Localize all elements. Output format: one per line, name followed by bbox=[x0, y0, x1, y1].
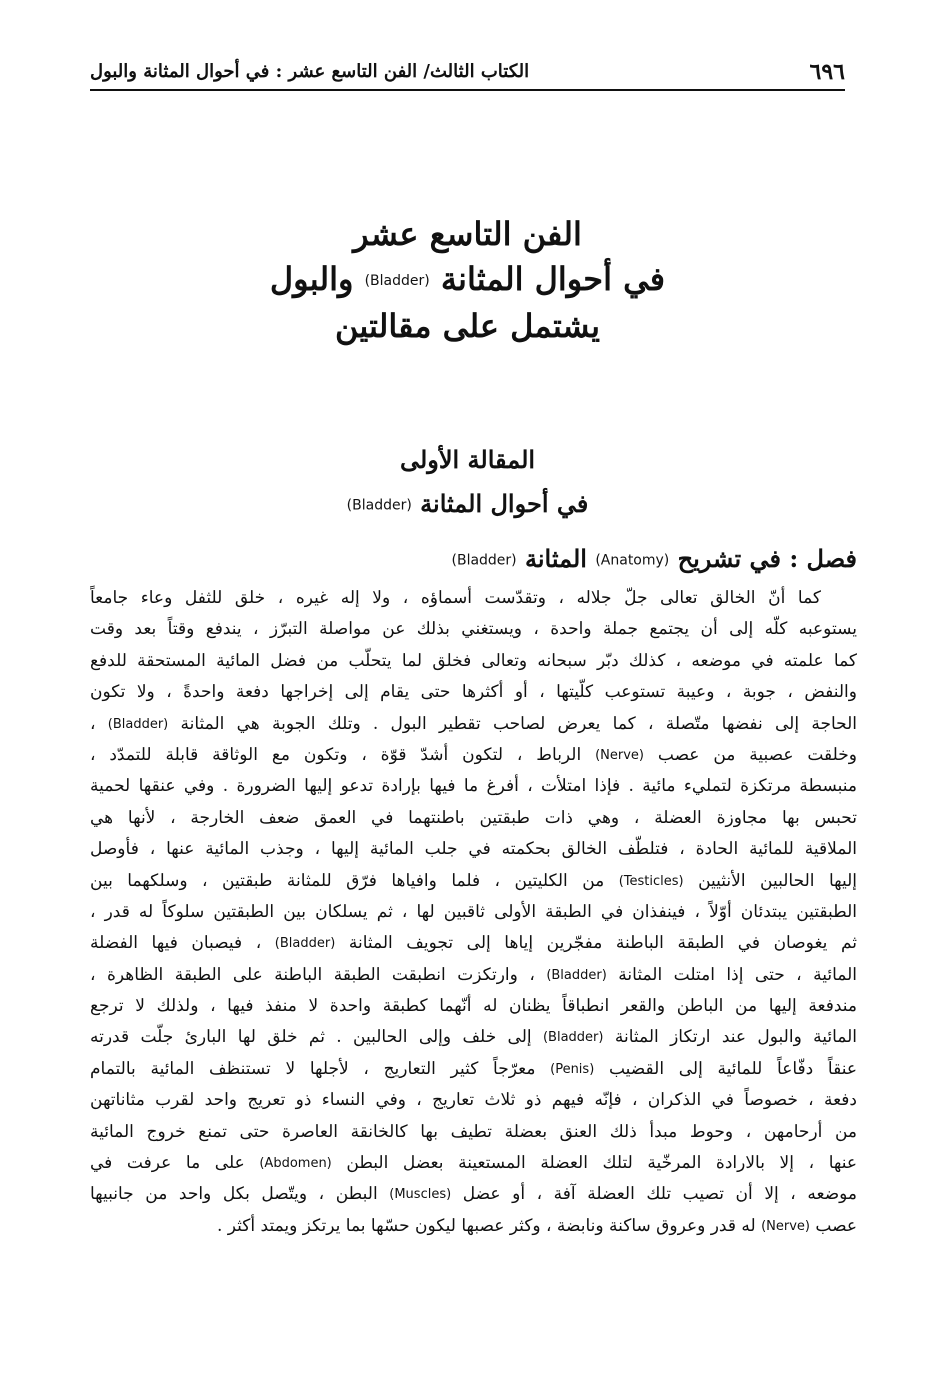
text-line: والنفض ، جوبة ، وعيبة تستوعب كلّيتها ، أو أكثرها حتى يقام إلى إخراجها دفعة واحدةً ، ولا تكون bbox=[90, 682, 857, 703]
text-segment: عنقاً دفّاعاً للمائية إلى القضيب bbox=[608, 1059, 857, 1080]
text-segment: إليها الحالبين الأنثيين bbox=[698, 870, 857, 891]
text-segment: ، bbox=[90, 713, 96, 734]
part-title bbox=[90, 212, 845, 349]
text-line: الطبقتين يبتدئان أوّلاً ، فينفذان في الطبقة الأولى ثاقبين لها ، ثم يسلكان بين الطبقتين سلوكاً له قدر ، bbox=[90, 901, 857, 922]
running-header bbox=[90, 55, 845, 91]
text-segment: على ما عرفت في bbox=[90, 1153, 245, 1174]
text-segment: الحاجة إلى نفضها متّصلة ، كما يعرض لصاحب تقطير البول . وتلك الجوبة هي المثانة bbox=[180, 713, 857, 734]
text-line: يستوعبه كلّه إلى أن يجتمع جملة واحدة ، ويستغني بذلك عن مواصلة التبرّز ، يندفع وقتاً بعد وقت bbox=[90, 619, 857, 640]
english-term: (Nerve) bbox=[761, 1218, 810, 1234]
text-segment: الرباط ، لتكون أشدّ قوّة ، وتكون مع الوثاقة قابلة للتمدّد ، bbox=[90, 745, 582, 766]
page-number: ٦٩٦ bbox=[809, 59, 845, 85]
text-line: كما أنّ الخالق تعالى جلّ جلاله ، وتقدّست أسماؤه ، ولا إله غيره ، خلق للثفل وعاء جامعاً bbox=[90, 588, 821, 608]
english-term: (Penis) bbox=[550, 1061, 595, 1077]
text-segment: من الكليتين ، فلما وافياها فرّق للمثانة طبقتين ، وسلكهما بين bbox=[90, 870, 605, 891]
part-title-line-2 bbox=[90, 257, 845, 304]
article-title-arabic: في أحوال المثانة bbox=[420, 489, 589, 518]
section-heading bbox=[90, 544, 857, 573]
text-line: تحبس بها مجاوزة العضلة ، وهي ذات طبقتين باطنتهما في العمق ضعف الخارجة ، لأنها هي bbox=[90, 807, 857, 828]
text-segment: المائية والبول عند ارتكاز المثانة bbox=[614, 1027, 857, 1048]
part-title-arabic-2: والبول bbox=[269, 260, 354, 298]
part-title-english: (Bladder) bbox=[364, 273, 430, 289]
text-segment: ، وارتكزت انطبقت الطبقة الباطنة على الطبقة الظاهرة ، bbox=[90, 964, 535, 985]
text-line: مندفعة إليها من الباطن والقعر انطباقاً يظنان له أنّهما كطبقة واحدة لا منفذ فيها ، ولذلك لا ترجع bbox=[90, 996, 857, 1017]
text-line: كما علمته في موضعه ، كذلك دبّر سبحانه وتعالى فخلق لما يتحلّب من فضل المائية المستحقة للدفع bbox=[90, 650, 857, 671]
text-line: من أرحامهن ، وحوط مبدأ ذلك العنق بعضلة تطيف بها كالخانقة العاصرة حتى تمنع خروج المائية bbox=[90, 1121, 857, 1142]
article-title-line-1: المقالة الأولى bbox=[399, 445, 536, 474]
part-title-arabic-1: في أحوال المثانة bbox=[440, 260, 666, 298]
text-segment: عنها ، إلا بالارادة المرخّية لتلك العضلة المستعينة بعضل البطن bbox=[346, 1153, 857, 1174]
english-term: (Bladder) bbox=[274, 936, 336, 952]
text-line bbox=[90, 928, 857, 959]
text-line bbox=[90, 1211, 857, 1242]
text-line bbox=[90, 1022, 857, 1053]
text-line bbox=[90, 1179, 857, 1210]
section-heading-english-1: (Anatomy) bbox=[595, 552, 670, 569]
text-segment: ، فيصبان فيها الفضلة bbox=[90, 933, 262, 954]
english-term: (Bladder) bbox=[546, 967, 607, 983]
text-line: دفعة ، خصوصاً في الذكران ، فإنّه فيهم ذو ثلاث تعاريج ، وفي النساء ذو تعريج واحد لقرب مثاناتهن bbox=[90, 1090, 857, 1111]
section-heading-english-2: (Bladder) bbox=[451, 552, 517, 569]
text-segment: المائية ، حتى إذا امتلت المثانة bbox=[618, 964, 857, 985]
text-segment: عصب bbox=[815, 1216, 857, 1237]
english-term: (Bladder) bbox=[107, 716, 169, 732]
english-term: (Abdomen) bbox=[259, 1156, 332, 1172]
text-line: منبسطة مرتكزة لتمليء مائية . فإذا امتلأت ، أفرغ ما فيها بإرادة تدعو إليها الضرورة . وفي عنقها لحمية bbox=[90, 776, 857, 797]
english-term: (Nerve) bbox=[595, 747, 644, 763]
article-title-english: (Bladder) bbox=[346, 497, 412, 514]
text-line bbox=[90, 1148, 857, 1179]
text-line bbox=[90, 960, 857, 991]
text-line bbox=[90, 740, 857, 771]
text-line bbox=[90, 709, 857, 740]
article-title bbox=[90, 438, 845, 528]
section-heading-arabic-2: المثانة bbox=[525, 544, 587, 573]
body-text bbox=[90, 583, 857, 1242]
running-title: الكتاب الثالث/ الفن التاسع عشر : في أحوال المثانة والبول bbox=[90, 61, 530, 82]
text-segment: وخلقت عصبية من عصب bbox=[657, 745, 857, 766]
section-heading-arabic-1: فصل : في تشريح bbox=[677, 544, 857, 573]
english-term: (Testicles) bbox=[618, 873, 684, 889]
text-line bbox=[90, 1054, 857, 1085]
text-segment: معرّجاً كثير التعاريج ، لأجلها لا تستنظف المائية بالتمام bbox=[90, 1059, 536, 1080]
english-term: (Bladder) bbox=[542, 1030, 604, 1046]
text-segment: موضعه ، إلا أن تصيب تلك العضلة آفة ، أو عضل bbox=[462, 1184, 857, 1205]
text-line: الملاقية للمائية الحادة ، فتلطّف الخالق بحكمته في جلب المائية إليها ، وجذب المائية عنها ، فأوصل bbox=[90, 839, 857, 860]
article-title-line-2 bbox=[90, 482, 845, 528]
text-segment: البطن ، ويتّصل بكل واحد من جانبيها bbox=[90, 1184, 378, 1205]
part-title-line-1: الفن التاسع عشر bbox=[353, 215, 582, 253]
text-segment: له قدر وعروق ساكنة ونابضة ، وكثر عصبها ليكون حسّها بما يرتكز ويمتد أكثر . bbox=[216, 1216, 756, 1237]
text-line bbox=[90, 866, 857, 897]
english-term: (Muscles) bbox=[389, 1187, 452, 1203]
text-segment: إلى خلف وإلى الحالبين . ثم خلق لها البارئ جلّت قدرته bbox=[90, 1027, 532, 1048]
text-segment: ثم يغوصان في الطبقة الباطنة مفجّرين إياها إلى تجويف المثانة bbox=[348, 933, 857, 954]
part-title-line-3: يشتمل على مقالتين bbox=[335, 307, 600, 345]
